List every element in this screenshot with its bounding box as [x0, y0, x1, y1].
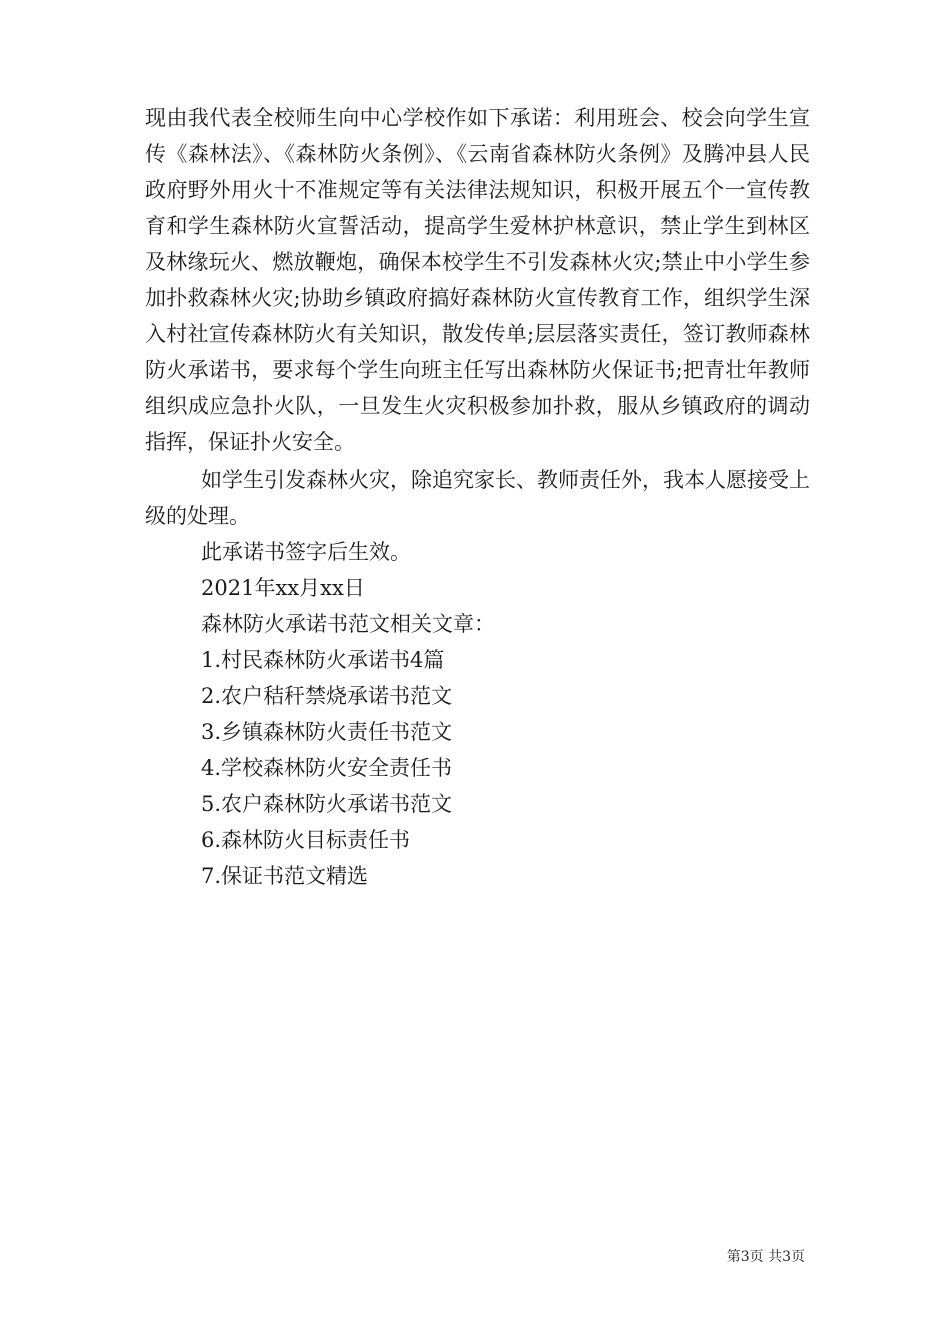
related-article-link[interactable]: 3.乡镇森林防火责任书范文	[201, 720, 453, 744]
related-article-link[interactable]: 1.村民森林防火承诺书4篇	[201, 648, 445, 672]
liability-paragraph: 如学生引发森林火灾，除追究家长、教师责任外，我本人愿接受上级的处理。	[145, 468, 810, 528]
document-body	[145, 100, 810, 894]
commitment-paragraph: 现由我代表全校师生向中心学校作如下承诺：利用班会、校会向学生宣传《森林法》、《森林防火条例》、《云南省森林防火条例》及腾冲县人民政府野外用火十不准规定等有关法律法规知识，积极开展五个一宣传教育和学生森林防火宣誓活动，提高学生爱林护林意识，禁止学生到林区及林缘玩火、燃放鞭炮，确保本校学生不引发森林火灾;禁止中小学生参加扑救森林火灾;协助乡镇政府搞好森林防火宣传教育工作，组织学生深入村社宣传森林防火有关知识，散发传单;层层落实责任，签订教师森林防火承诺书，要求每个学生向班主任写出森林防火保证书;把青壮年教师组织成应急扑火队，一旦发生火灾积极参加扑救，服从乡镇政府的调动指挥，保证扑火安全。	[145, 106, 810, 454]
related-article-link[interactable]: 7.保证书范文精选	[201, 864, 369, 888]
related-articles-heading: 森林防火承诺书范文相关文章：	[201, 612, 495, 636]
related-article-link[interactable]: 6.森林防火目标责任书	[201, 828, 411, 852]
related-article-link[interactable]: 2.农户秸秆禁烧承诺书范文	[201, 684, 453, 708]
page-number-footer: 第3页 共3页	[726, 1249, 805, 1265]
related-articles-list	[145, 642, 810, 894]
effective-note: 此承诺书签字后生效。	[201, 540, 411, 564]
related-article-link[interactable]: 5.农户森林防火承诺书范文	[201, 792, 453, 816]
related-article-link[interactable]: 4.学校森林防火安全责任书	[201, 756, 453, 780]
document-date: 2021年xx月xx日	[201, 576, 365, 600]
